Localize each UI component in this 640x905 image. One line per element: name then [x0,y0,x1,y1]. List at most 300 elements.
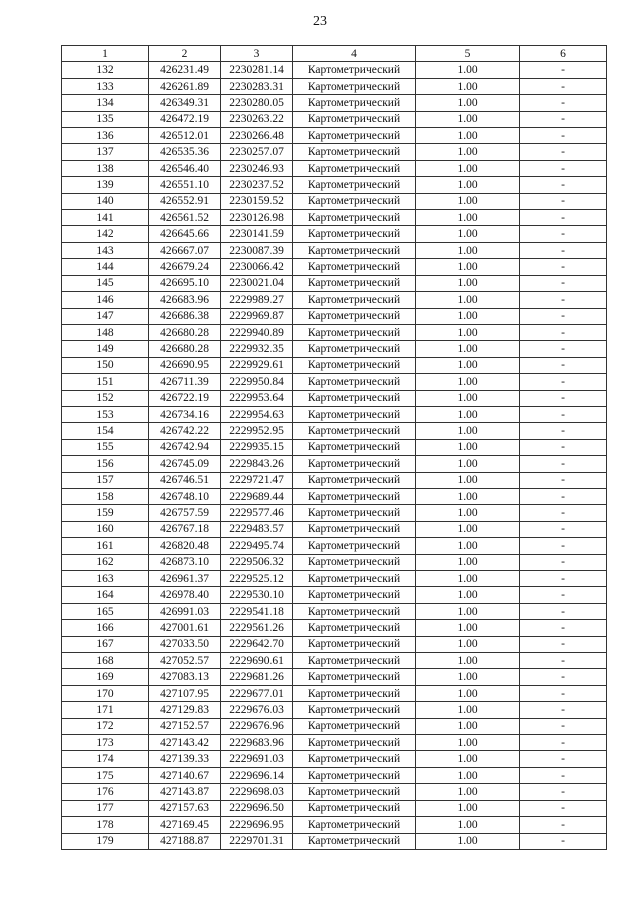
table-cell: 135 [62,111,149,127]
table-cell: 1.00 [416,505,520,521]
table-cell: 2229483.57 [221,521,293,537]
table-cell: 157 [62,472,149,488]
table-cell: 2230159.52 [221,193,293,209]
column-header: 1 [62,46,149,62]
table-cell: 1.00 [416,111,520,127]
table-cell: Картометрический [293,374,416,390]
table-cell: 156 [62,456,149,472]
table-cell: - [520,521,607,537]
table-cell: - [520,751,607,767]
table-cell: 1.00 [416,653,520,669]
table-cell: 426767.18 [149,521,221,537]
table-cell: 155 [62,439,149,455]
table-cell: 2229677.01 [221,685,293,701]
table-cell: Картометрический [293,653,416,669]
table-cell: - [520,784,607,800]
table-row [62,324,607,340]
table-cell: 172 [62,718,149,734]
table-cell: 427083.13 [149,669,221,685]
table-cell: 1.00 [416,177,520,193]
table-row [62,554,607,570]
table-cell: Картометрический [293,259,416,275]
table-cell: 426680.28 [149,341,221,357]
table-cell: Картометрический [293,472,416,488]
table-cell: 427143.87 [149,784,221,800]
column-header: 3 [221,46,293,62]
table-cell: Картометрический [293,439,416,455]
table-cell: - [520,374,607,390]
table-cell: 152 [62,390,149,406]
table-cell: 1.00 [416,587,520,603]
table-cell: 426535.36 [149,144,221,160]
table-cell: 145 [62,275,149,291]
table-cell: - [520,587,607,603]
table-cell: - [520,571,607,587]
table-cell: 426820.48 [149,538,221,554]
table-cell: 426745.09 [149,456,221,472]
table-cell: 1.00 [416,603,520,619]
table-cell: Картометрический [293,324,416,340]
table-row [62,800,607,816]
table-cell: 427152.57 [149,718,221,734]
table-cell: - [520,308,607,324]
table-cell: Картометрический [293,817,416,833]
table-cell: 173 [62,735,149,751]
table-cell: Картометрический [293,751,416,767]
table-body [62,62,607,850]
column-header: 4 [293,46,416,62]
table-cell: Картометрический [293,242,416,258]
table-cell: 146 [62,292,149,308]
table-cell: Картометрический [293,111,416,127]
table-row [62,242,607,258]
table-cell: 149 [62,341,149,357]
table-cell: 426686.38 [149,308,221,324]
table-cell: Картометрический [293,554,416,570]
table-cell: Картометрический [293,406,416,422]
table-cell: 2230087.39 [221,242,293,258]
table-row [62,702,607,718]
table-cell: 1.00 [416,488,520,504]
table-cell: 140 [62,193,149,209]
table-cell: 2229506.32 [221,554,293,570]
table-cell: 426231.49 [149,62,221,78]
table-cell: 2229676.96 [221,718,293,734]
table-cell: 426512.01 [149,128,221,144]
table-cell: 2230263.22 [221,111,293,127]
table-cell: - [520,226,607,242]
table-row [62,62,607,78]
table-row [62,472,607,488]
table-row [62,226,607,242]
table-cell: - [520,341,607,357]
table-cell: 1.00 [416,685,520,701]
table-row [62,374,607,390]
table-cell: 166 [62,620,149,636]
table-cell: Картометрический [293,193,416,209]
table-cell: 2229495.74 [221,538,293,554]
table-cell: 426546.40 [149,160,221,176]
table-cell: 427107.95 [149,685,221,701]
table-cell: 2230283.31 [221,78,293,94]
table-cell: 426552.91 [149,193,221,209]
table-cell: 2229701.31 [221,833,293,849]
table-cell: Картометрический [293,275,416,291]
table-cell: 2229698.03 [221,784,293,800]
table-cell: 137 [62,144,149,160]
table-row [62,406,607,422]
table-cell: 1.00 [416,292,520,308]
table-cell: Картометрический [293,78,416,94]
table-cell: 2229969.87 [221,308,293,324]
table-cell: 1.00 [416,817,520,833]
table-cell: 134 [62,95,149,111]
table-cell: - [520,685,607,701]
table-cell: Картометрический [293,128,416,144]
table-cell: - [520,439,607,455]
table-cell: 426757.59 [149,505,221,521]
table-row [62,341,607,357]
table-cell: Картометрический [293,636,416,652]
table-cell: 1.00 [416,439,520,455]
table-cell: 427139.33 [149,751,221,767]
table-cell: 2229577.46 [221,505,293,521]
table-cell: 179 [62,833,149,849]
table-cell: 426695.10 [149,275,221,291]
table-cell: - [520,669,607,685]
table-row [62,160,607,176]
table-cell: 1.00 [416,144,520,160]
page-number: 23 [313,14,327,29]
table-cell: 1.00 [416,554,520,570]
table-cell: - [520,620,607,636]
table-row [62,439,607,455]
table-cell: 160 [62,521,149,537]
table-row [62,390,607,406]
table-cell: 1.00 [416,226,520,242]
table-cell: 170 [62,685,149,701]
table-cell: 1.00 [416,472,520,488]
table-cell: 2229929.61 [221,357,293,373]
table-cell: 1.00 [416,242,520,258]
table-cell: Картометрический [293,357,416,373]
table-row [62,603,607,619]
column-header: 5 [416,46,520,62]
table-cell: 426722.19 [149,390,221,406]
table-row [62,571,607,587]
table-cell: 2230280.05 [221,95,293,111]
table-cell: - [520,538,607,554]
table-cell: Картометрический [293,292,416,308]
table-cell: 154 [62,423,149,439]
table-row [62,177,607,193]
table-cell: Картометрический [293,784,416,800]
table-cell: 426742.22 [149,423,221,439]
table-cell: 150 [62,357,149,373]
table-cell: 169 [62,669,149,685]
table-row [62,259,607,275]
table-cell: 142 [62,226,149,242]
table-cell: 1.00 [416,390,520,406]
table-header-row [62,46,607,62]
table-cell: 426873.10 [149,554,221,570]
table-cell: Картометрический [293,735,416,751]
table-cell: Картометрический [293,308,416,324]
table-cell: - [520,702,607,718]
table-cell: 1.00 [416,833,520,849]
table-cell: Картометрический [293,538,416,554]
table-cell: 132 [62,62,149,78]
table-cell: 1.00 [416,767,520,783]
table-row [62,735,607,751]
table-cell: 175 [62,767,149,783]
table-cell: 147 [62,308,149,324]
column-header: 2 [149,46,221,62]
table-cell: 1.00 [416,620,520,636]
table-cell: 2229676.03 [221,702,293,718]
table-cell: 141 [62,210,149,226]
table-cell: 167 [62,636,149,652]
table-cell: 426261.89 [149,78,221,94]
table-row [62,653,607,669]
table-cell: 426645.66 [149,226,221,242]
table-cell: 1.00 [416,406,520,422]
table-cell: 2229935.15 [221,439,293,455]
table-cell: 427169.45 [149,817,221,833]
table-row [62,193,607,209]
table-row [62,767,607,783]
table-cell: 2229989.27 [221,292,293,308]
table-cell: 176 [62,784,149,800]
table-cell: - [520,242,607,258]
table-row [62,210,607,226]
table-cell: 427140.67 [149,767,221,783]
table-row [62,78,607,94]
table-cell: - [520,160,607,176]
table-cell: Картометрический [293,571,416,587]
table-cell: 2229721.47 [221,472,293,488]
table-row [62,95,607,111]
table-cell: 2230066.42 [221,259,293,275]
table-cell: - [520,111,607,127]
table-cell: 1.00 [416,521,520,537]
table-cell: Картометрический [293,62,416,78]
table-cell: 1.00 [416,636,520,652]
table-cell: 1.00 [416,735,520,751]
table-cell: 427052.57 [149,653,221,669]
table-cell: 144 [62,259,149,275]
table-cell: 2229953.64 [221,390,293,406]
table-cell: 2229843.26 [221,456,293,472]
table-row [62,538,607,554]
table-row [62,636,607,652]
table-cell: 427033.50 [149,636,221,652]
table-cell: 426734.16 [149,406,221,422]
table-cell: - [520,62,607,78]
table-cell: 174 [62,751,149,767]
table-cell: 1.00 [416,751,520,767]
table-cell: 2229696.50 [221,800,293,816]
table-cell: 426551.10 [149,177,221,193]
table-cell: 2229525.12 [221,571,293,587]
coordinates-table [61,45,607,850]
table-cell: 2230281.14 [221,62,293,78]
table-cell: - [520,406,607,422]
table-cell: 1.00 [416,784,520,800]
table-cell: 426683.96 [149,292,221,308]
table-cell: - [520,636,607,652]
table-cell: 1.00 [416,308,520,324]
table-cell: 164 [62,587,149,603]
table-cell: - [520,390,607,406]
table-cell: 133 [62,78,149,94]
table-cell: 426680.28 [149,324,221,340]
table-cell: Картометрический [293,718,416,734]
table-cell: 426561.52 [149,210,221,226]
table-cell: - [520,505,607,521]
table-cell: 2229696.14 [221,767,293,783]
table-cell: 151 [62,374,149,390]
table-cell: Картометрический [293,160,416,176]
table-cell: Картометрический [293,177,416,193]
table-cell: 2229932.35 [221,341,293,357]
table-row [62,833,607,849]
table-cell: 427129.83 [149,702,221,718]
table-cell: 162 [62,554,149,570]
table-cell: 1.00 [416,374,520,390]
table-cell: 2229952.95 [221,423,293,439]
table-cell: - [520,472,607,488]
table-cell: 2230257.07 [221,144,293,160]
table-cell: 1.00 [416,702,520,718]
table-cell: 426472.19 [149,111,221,127]
table-row [62,423,607,439]
table-cell: 426349.31 [149,95,221,111]
table-cell: Картометрический [293,521,416,537]
table-cell: 2230266.48 [221,128,293,144]
column-header: 6 [520,46,607,62]
table-cell: Картометрический [293,423,416,439]
table-row [62,357,607,373]
table-cell: 178 [62,817,149,833]
table-cell: Картометрический [293,505,416,521]
table-row [62,456,607,472]
table-row [62,505,607,521]
table-cell: Картометрический [293,226,416,242]
table-cell: - [520,456,607,472]
table-cell: Картометрический [293,95,416,111]
table-cell: Картометрический [293,341,416,357]
table-cell: 427143.42 [149,735,221,751]
table-cell: 136 [62,128,149,144]
table-row [62,751,607,767]
table-cell: Картометрический [293,144,416,160]
table-cell: 2229689.44 [221,488,293,504]
table-cell: 2229696.95 [221,817,293,833]
table-cell: 1.00 [416,669,520,685]
table-cell: 139 [62,177,149,193]
table-cell: 426978.40 [149,587,221,603]
table-cell: 2229642.70 [221,636,293,652]
table-cell: 2229690.61 [221,653,293,669]
table-cell: 1.00 [416,78,520,94]
table-cell: 2230246.93 [221,160,293,176]
table-cell: - [520,292,607,308]
table-cell: 2229541.18 [221,603,293,619]
table-cell: - [520,193,607,209]
table-cell: - [520,603,607,619]
table-cell: - [520,275,607,291]
table-cell: 2229561.26 [221,620,293,636]
table-cell: 2229681.26 [221,669,293,685]
table-cell: 165 [62,603,149,619]
table-row [62,128,607,144]
table-cell: 1.00 [416,160,520,176]
table-row [62,587,607,603]
table-cell: 1.00 [416,423,520,439]
table-cell: - [520,800,607,816]
table-cell: - [520,488,607,504]
table-cell: 1.00 [416,341,520,357]
table-row [62,620,607,636]
table-cell: - [520,423,607,439]
table-cell: - [520,210,607,226]
table-row [62,308,607,324]
table-cell: - [520,95,607,111]
table-cell: 426991.03 [149,603,221,619]
table-cell: - [520,653,607,669]
table-cell: - [520,735,607,751]
table-cell: Картометрический [293,833,416,849]
table-row [62,817,607,833]
table-cell: 168 [62,653,149,669]
table-cell: 2229940.89 [221,324,293,340]
table-cell: 1.00 [416,193,520,209]
table-cell: 426667.07 [149,242,221,258]
table-cell: 1.00 [416,800,520,816]
table-cell: - [520,177,607,193]
table-row [62,292,607,308]
table-cell: Картометрический [293,685,416,701]
table-cell: Картометрический [293,456,416,472]
table-cell: 143 [62,242,149,258]
table-cell: Картометрический [293,702,416,718]
table-cell: 427157.63 [149,800,221,816]
table-cell: 1.00 [416,275,520,291]
table-cell: 1.00 [416,718,520,734]
table-cell: 2230141.59 [221,226,293,242]
table-cell: Картометрический [293,620,416,636]
table-cell: 148 [62,324,149,340]
table-cell: - [520,78,607,94]
table-row [62,275,607,291]
table-cell: 427001.61 [149,620,221,636]
table-cell: - [520,128,607,144]
table-cell: - [520,767,607,783]
table-cell: 426690.95 [149,357,221,373]
table-cell: 1.00 [416,128,520,144]
table-row [62,718,607,734]
table-cell: 161 [62,538,149,554]
table-cell: 426711.39 [149,374,221,390]
table-cell: Картометрический [293,800,416,816]
table-cell: Картометрический [293,669,416,685]
table-cell: Картометрический [293,603,416,619]
table-cell: 158 [62,488,149,504]
table-cell: 1.00 [416,95,520,111]
table-cell: 426746.51 [149,472,221,488]
table-cell: 2230126.98 [221,210,293,226]
